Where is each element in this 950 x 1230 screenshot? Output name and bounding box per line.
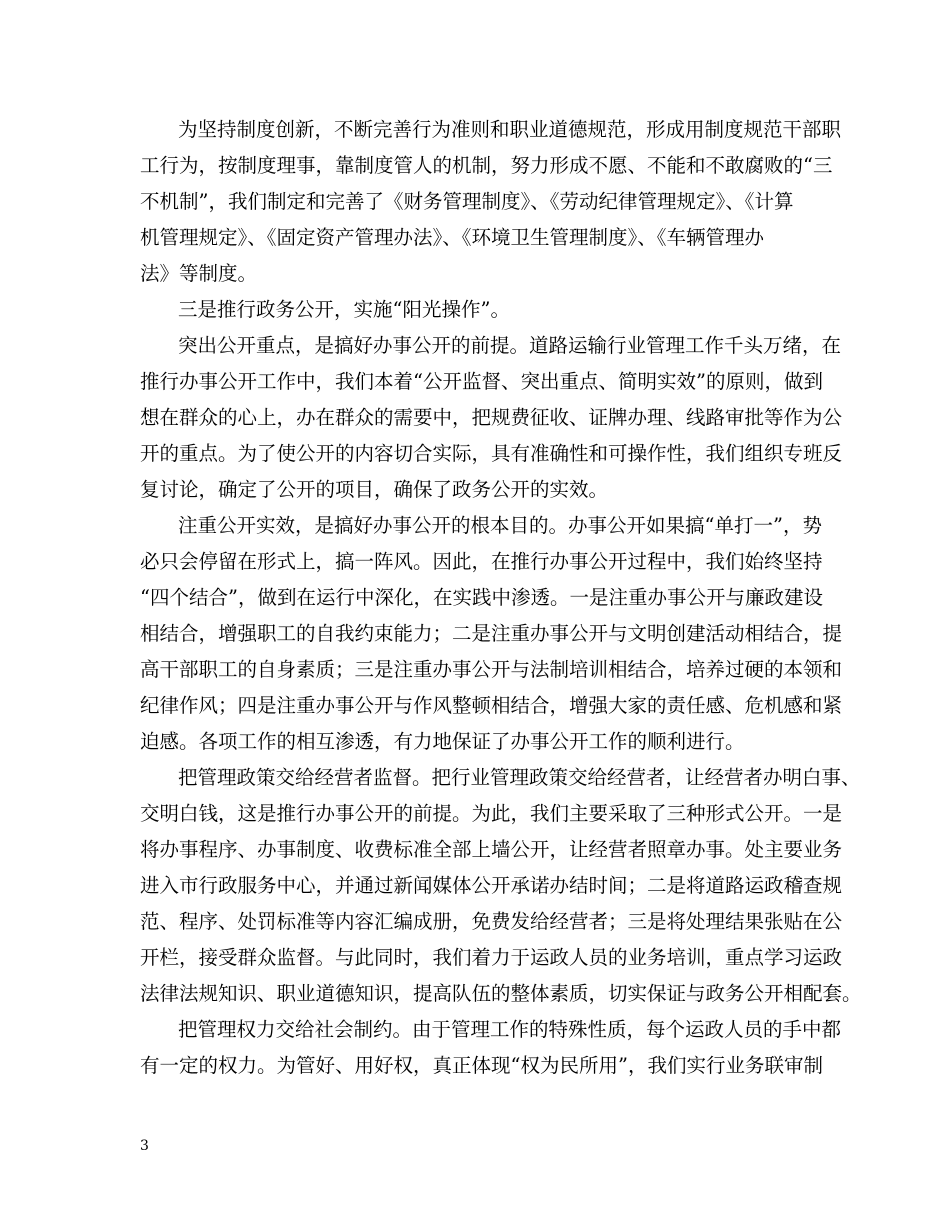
paragraph-line: 机管理规定》、《固定资产管理办法》、《环境卫生管理制度》、《车辆管理办 (140, 226, 765, 249)
paragraph-line: 推行办事公开工作中，我们本着“公开监督、突出重点、简明实效”的原则，做到 (140, 370, 823, 393)
paragraph-line: 进入市行政服务中心，并通过新闻媒体公开承诺办结时间；二是将道路运政稽查规 (140, 874, 843, 897)
section-heading: 三是推行政务公开，实施“阳光操作”。 (178, 298, 510, 321)
paragraph-line: “四个结合”，做到在运行中深化，在实践中渗透。一是注重办事公开与廉政建设 (140, 586, 823, 609)
paragraph-line: 迫感。各项工作的相互渗透，有力地保证了办事公开工作的顺利进行。 (140, 730, 745, 753)
paragraph-line: 为坚持制度创新，不断完善行为准则和职业道德规范，形成用制度规范干部职 (178, 118, 842, 141)
paragraph-line: 开的重点。为了使公开的内容切合实际，具有准确性和可操作性，我们组织专班反 (140, 442, 843, 465)
page-number: 3 (140, 1138, 149, 1154)
paragraph-line: 交明白钱，这是推行办事公开的前提。为此，我们主要采取了三种形式公开。一是 (140, 802, 843, 825)
paragraph-line: 把管理政策交给经营者监督。把行业管理政策交给经营者，让经营者办明白事、 (178, 766, 861, 789)
paragraph-line: 法》等制度。 (140, 262, 258, 285)
paragraph-line: 注重公开实效，是搞好办事公开的根本目的。办事公开如果搞“单打一”，势 (178, 514, 822, 537)
paragraph-line: 工行为，按制度理事，靠制度管人的机制，努力形成不愿、不能和不敢腐败的“三 (140, 154, 833, 177)
paragraph-line: 高干部职工的自身素质；三是注重办事公开与法制培训相结合，培养过硬的本领和 (140, 658, 843, 681)
paragraph-line: 范、程序、处罚标准等内容汇编成册，免费发给经营者；三是将处理结果张贴在公 (140, 910, 843, 933)
paragraph-line: 纪律作风；四是注重办事公开与作风整顿相结合，增强大家的责任感、危机感和紧 (140, 694, 843, 717)
paragraph-line: 必只会停留在形式上，搞一阵风。因此，在推行办事公开过程中，我们始终坚持 (140, 550, 823, 573)
paragraph-line: 复讨论，确定了公开的项目，确保了政务公开的实效。 (140, 478, 609, 501)
paragraph-line: 开栏，接受群众监督。与此同时，我们着力于运政人员的业务培训，重点学习运政 (140, 946, 843, 969)
paragraph-line: 突出公开重点，是搞好办事公开的前提。道路运输行业管理工作千头万绪，在 (178, 334, 842, 357)
paragraph-line: 不机制”，我们制定和完善了《财务管理制度》、《劳动纪律管理规定》、《计算 (140, 190, 794, 213)
paragraph-line: 法律法规知识、职业道德知识，提高队伍的整体素质，切实保证与政务公开相配套。 (140, 982, 862, 1005)
paragraph-line: 将办事程序、办事制度、收费标准全部上墙公开，让经营者照章办事。处主要业务 (140, 838, 843, 861)
paragraph-line: 想在群众的心上，办在群众的需要中，把规费征收、证牌办理、线路审批等作为公 (140, 406, 843, 429)
paragraph-line: 有一定的权力。为管好、用好权，真正体现“权为民所用”，我们实行业务联审制 (140, 1054, 823, 1077)
paragraph-line: 相结合，增强职工的自我约束能力；二是注重办事公开与文明创建活动相结合，提 (140, 622, 843, 645)
paragraph-line: 把管理权力交给社会制约。由于管理工作的特殊性质，每个运政人员的手中都 (178, 1018, 842, 1041)
